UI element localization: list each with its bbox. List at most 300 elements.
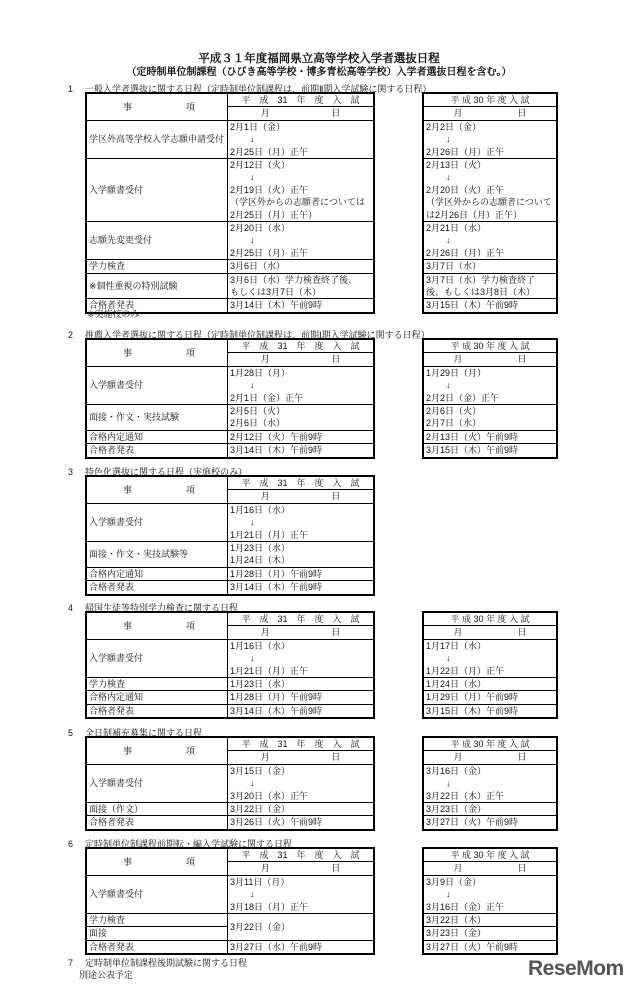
header-row	[86, 612, 374, 626]
date-cell	[423, 691, 557, 704]
item-cell: 入学願書受付	[86, 764, 228, 802]
table-row	[423, 639, 557, 677]
header-item-label: 項	[185, 745, 195, 756]
date-cell	[228, 639, 375, 677]
date-line: 2月20日（水）	[230, 222, 291, 233]
table-row	[423, 299, 557, 313]
date-line: 後、もしくは3月8日（木）	[426, 286, 536, 297]
header-row	[423, 626, 557, 639]
date-line: 1月16日（水）	[230, 504, 291, 515]
date-cell	[228, 913, 375, 940]
date-line: 3月7日（水）	[426, 261, 482, 272]
date-cell	[423, 404, 557, 430]
date-line: 3月27日（水）午前9時	[230, 941, 323, 952]
date-cell	[228, 704, 375, 718]
date-cell	[228, 404, 375, 430]
month-day-labels	[230, 490, 371, 502]
month-day-labels	[426, 353, 554, 365]
date-line: 1月24日（木）	[230, 555, 291, 566]
date-cell	[423, 940, 557, 954]
header-row	[86, 93, 374, 107]
schedule-table-h30	[422, 92, 558, 314]
date-line: は2月26日（月）正午）	[426, 209, 523, 220]
date-line: 3月14日（木）午前9時	[230, 705, 323, 716]
header-item-label: 事	[123, 620, 133, 631]
date-cell	[228, 158, 375, 221]
date-line: 2月6日（火）	[426, 405, 482, 416]
date-line: 2月2日（金）	[426, 121, 482, 132]
header-item-label: 項	[185, 620, 195, 631]
date-cell	[228, 430, 375, 443]
table-row	[423, 273, 557, 299]
table-row	[423, 927, 557, 940]
date-cell	[228, 581, 375, 595]
date-line: 2月26日（月）正午	[426, 247, 505, 258]
header-row	[86, 339, 374, 353]
month-day-labels	[426, 626, 554, 638]
day-label: 日	[331, 354, 341, 365]
date-line: 2月2日（金）正午	[426, 392, 500, 403]
date-cell	[228, 221, 375, 259]
month-day-header	[423, 862, 557, 875]
header-row	[86, 848, 374, 862]
date-line: 2月12日（火）午前9時	[230, 431, 323, 442]
date-line: 3月15日（金）	[230, 765, 291, 776]
table-row	[423, 404, 557, 430]
day-label: 日	[331, 752, 341, 763]
table-row	[423, 158, 557, 221]
date-line: 3月22日（金）	[230, 803, 291, 814]
date-cell	[228, 764, 375, 802]
arrow-down-icon: ↓	[446, 889, 451, 900]
date-cell	[228, 677, 375, 690]
arrow-down-icon: ↓	[250, 172, 255, 183]
date-cell	[423, 816, 557, 830]
table-row	[86, 260, 374, 273]
item-header	[89, 620, 225, 632]
item-cell: 入学願書受付	[86, 158, 228, 221]
resemom-logo: ReseMom	[528, 957, 624, 980]
month-label: 月	[260, 752, 270, 763]
date-line: 3月27日（火）午前9時	[426, 817, 519, 828]
schedule-table-h31	[85, 611, 375, 719]
table-row	[86, 875, 374, 913]
day-label: 日	[517, 627, 527, 638]
header-row	[86, 476, 374, 490]
item-cell: 合格者発表	[86, 816, 228, 830]
header-item-label: 項	[185, 101, 195, 112]
header-item-label: 事	[123, 745, 133, 756]
date-line: 2月6日（水）	[230, 418, 286, 429]
year-header: 平 成 30 年 度 入 試	[423, 737, 557, 751]
date-cell	[423, 366, 557, 404]
table-row	[86, 704, 374, 718]
section-number: 6	[68, 839, 74, 849]
header-item-label: 事	[123, 347, 133, 358]
date-line: 3月9日（金）	[426, 876, 482, 887]
schedule-table-h31	[85, 338, 375, 459]
item-cell: 学力検査	[86, 677, 228, 690]
schedule-table-h30	[422, 736, 558, 831]
arrow-down-icon: ↓	[446, 653, 451, 664]
month-label: 月	[260, 863, 270, 874]
date-cell	[423, 430, 557, 443]
schedule-table-h30	[422, 611, 558, 719]
item-cell: 面接（作文）	[86, 802, 228, 815]
month-day-header	[423, 751, 557, 764]
table-row	[86, 816, 374, 830]
year-header: 平 成 31 年 度 入 試	[228, 848, 375, 862]
date-line: 3月6日（水）	[230, 261, 286, 272]
date-line: 1月29日（月）午前9時	[426, 692, 519, 703]
date-cell	[423, 120, 557, 158]
item-cell: 面接・作文・実技試験	[86, 404, 228, 430]
date-line: 1月28日（月）午前9時	[230, 692, 323, 703]
date-line: 1月23日（水）	[230, 678, 291, 689]
header-row	[423, 93, 557, 107]
date-line: 3月16日（金）正午	[426, 901, 505, 912]
arrow-down-icon: ↓	[250, 134, 255, 145]
date-line: 2月13日（火）	[426, 159, 487, 170]
year-header: 平 成 30 年 度 入 試	[423, 339, 557, 353]
item-header	[89, 101, 225, 113]
year-header: 平 成 31 年 度 入 試	[228, 476, 375, 490]
date-cell	[228, 940, 375, 954]
schedule-table-h31	[85, 92, 375, 314]
month-label: 月	[453, 863, 463, 874]
date-line: 3月15日（木）午前9時	[426, 300, 519, 311]
item-header-cell	[86, 612, 228, 639]
section-heading-text: 全日制補充募集に関する日程	[85, 728, 203, 738]
date-line: 1月28日（月）午前9時	[230, 568, 323, 579]
date-line: 2月25日（月）正午）	[230, 209, 318, 220]
date-line: 1月21日（月）正午	[230, 529, 309, 540]
arrow-down-icon: ↓	[250, 517, 255, 528]
month-day-labels	[426, 751, 554, 763]
day-label: 日	[331, 863, 341, 874]
arrow-down-icon: ↓	[446, 380, 451, 391]
date-cell	[423, 764, 557, 802]
item-cell: 入学願書受付	[86, 503, 228, 541]
date-cell	[423, 913, 557, 926]
section-heading-text: 帰国生徒等特別学力検査に関する日程	[85, 603, 239, 613]
month-label: 月	[260, 491, 270, 502]
item-cell: 入学願書受付	[86, 639, 228, 677]
table-row	[423, 260, 557, 273]
schedule-table-h30	[422, 338, 558, 459]
table-row	[86, 581, 374, 595]
date-cell	[423, 639, 557, 677]
header-row	[423, 339, 557, 353]
date-line: 3月22日（金）	[230, 921, 291, 932]
date-cell	[228, 444, 375, 458]
date-cell	[228, 260, 375, 273]
year-header: 平 成 31 年 度 入 試	[228, 612, 375, 626]
item-cell: ※個性重視の特別試験	[86, 273, 228, 299]
date-cell	[228, 691, 375, 704]
arrow-down-icon: ↓	[250, 889, 255, 900]
schedule-table-h31	[85, 475, 375, 596]
date-line: 3月7日（水）学力検査終了	[426, 274, 536, 285]
item-cell: 学力検査	[86, 260, 228, 273]
date-line: 3月14日（木）午前9時	[230, 582, 323, 593]
table-row	[423, 120, 557, 158]
item-cell: 志願先変更受付	[86, 221, 228, 259]
table-row	[86, 120, 374, 158]
item-header	[89, 347, 225, 359]
date-cell	[423, 802, 557, 815]
month-day-header	[228, 490, 375, 503]
header-row	[423, 737, 557, 751]
table-row	[86, 541, 374, 567]
month-day-header	[228, 353, 375, 366]
month-day-header	[423, 626, 557, 639]
day-label: 日	[517, 752, 527, 763]
section-number: 7	[68, 958, 74, 968]
table-row	[86, 677, 374, 690]
table-row	[86, 221, 374, 259]
date-line: 2月19日（火）正午	[230, 184, 309, 195]
arrow-down-icon: ↓	[250, 235, 255, 246]
item-cell: 合格者発表	[86, 704, 228, 718]
table-note: ※実施校のみ	[87, 308, 140, 319]
item-cell: 合格者発表	[86, 299, 228, 313]
date-line: 3月26日（火）午前9時	[230, 817, 323, 828]
table-row	[86, 802, 374, 815]
section-heading-text: 定時制単位制課程前期転・編入学試験に関する日程	[85, 839, 293, 849]
table-row	[423, 913, 557, 926]
date-cell	[228, 816, 375, 830]
table-row	[86, 404, 374, 430]
item-header-cell	[86, 339, 228, 366]
table-row	[86, 158, 374, 221]
date-line: 1月28日（月）	[230, 367, 291, 378]
date-line: 2月5日（火）	[230, 405, 286, 416]
month-day-labels	[230, 107, 371, 119]
table-row	[423, 764, 557, 802]
table-row	[423, 221, 557, 259]
date-line: 3月11日（月）	[230, 876, 290, 887]
month-label: 月	[453, 627, 463, 638]
item-header-cell	[86, 93, 228, 120]
section-heading: 定時制単位制課程後期試験に関する日程	[85, 958, 248, 968]
table-row	[86, 639, 374, 677]
arrow-down-icon: ↓	[250, 653, 255, 664]
section-number: 2	[68, 330, 74, 340]
item-header-cell	[86, 848, 228, 875]
item-cell: 合格内定通知	[86, 691, 228, 704]
day-label: 日	[517, 354, 527, 365]
date-line: 1月21日（月）正午	[230, 665, 309, 676]
table-row	[86, 444, 374, 458]
schedule-table-h31	[85, 847, 375, 955]
header-item-label: 事	[123, 856, 133, 867]
item-cell: 面接	[86, 927, 228, 940]
month-day-header	[423, 353, 557, 366]
date-cell	[423, 273, 557, 299]
day-label: 日	[331, 627, 341, 638]
item-header	[89, 745, 225, 757]
date-line: 3月15日（木）午前9時	[426, 445, 519, 456]
table-row	[86, 913, 374, 926]
table-row	[86, 503, 374, 541]
date-line: 3月22日（木）	[426, 914, 487, 925]
document-subtitle: （定時制単位制課程（ひびき高等学校・博多青松高等学校）入学者選抜日程を含む。）	[126, 67, 512, 78]
month-label: 月	[260, 627, 270, 638]
date-cell	[228, 299, 375, 313]
table-row	[86, 764, 374, 802]
item-header	[89, 856, 225, 868]
date-line: 1月24日（水）	[426, 678, 487, 689]
item-cell: 入学願書受付	[86, 875, 228, 913]
date-line: 2月25日（月）正午	[230, 247, 309, 258]
item-cell: 合格者発表	[86, 940, 228, 954]
arrow-down-icon: ↓	[446, 778, 451, 789]
date-cell	[423, 158, 557, 221]
table-row	[86, 567, 374, 580]
arrow-down-icon: ↓	[446, 134, 451, 145]
header-row	[423, 612, 557, 626]
header-item-label: 事	[123, 101, 133, 112]
date-line: 2月13日（火）午前9時	[426, 431, 519, 442]
year-header: 平 成 31 年 度 入 試	[228, 93, 375, 107]
month-label: 月	[260, 108, 270, 119]
table-row	[423, 875, 557, 913]
month-day-header	[228, 862, 375, 875]
date-line: もしくは3月7日（木）	[230, 286, 322, 297]
schedule-table-h30	[422, 847, 558, 955]
section-body: 別途公表予定	[79, 970, 134, 980]
day-label: 日	[331, 108, 341, 119]
table-row	[423, 366, 557, 404]
section-number: 5	[68, 728, 74, 738]
date-line: 1月16日（水）	[230, 640, 291, 651]
date-cell	[228, 875, 375, 913]
date-line: 2月20日（火）正午	[426, 184, 505, 195]
table-row	[423, 430, 557, 443]
table-row	[423, 691, 557, 704]
month-day-labels	[426, 862, 554, 874]
day-label: 日	[517, 108, 527, 119]
month-day-header	[228, 751, 375, 764]
date-cell	[228, 503, 375, 541]
document-title: 平成３１年度福岡県立高等学校入学者選抜日程	[198, 53, 440, 65]
table-row	[86, 691, 374, 704]
section-number: 4	[68, 603, 74, 613]
item-cell: 合格内定通知	[86, 430, 228, 443]
month-label: 月	[453, 752, 463, 763]
month-day-header	[423, 107, 557, 120]
item-cell: 面接・作文・実技試験等	[86, 541, 228, 567]
date-cell	[423, 444, 557, 458]
section-7	[68, 957, 247, 981]
year-header: 平 成 30 年 度 入 試	[423, 93, 557, 107]
date-line: 1月17日（水）	[426, 640, 487, 651]
header-item-label: 項	[185, 856, 195, 867]
date-line: 3月14日（木）午前9時	[230, 445, 323, 456]
date-cell	[423, 299, 557, 313]
month-day-labels	[230, 862, 371, 874]
date-line: 3月15日（木）午前9時	[426, 705, 519, 716]
date-line: 1月29日（月）	[426, 367, 487, 378]
year-header: 平 成 30 年 度 入 試	[423, 612, 557, 626]
table-row	[423, 677, 557, 690]
header-row	[423, 751, 557, 764]
item-cell: 入学願書受付	[86, 366, 228, 404]
date-line: 2月7日（水）	[426, 418, 482, 429]
arrow-down-icon: ↓	[446, 235, 451, 246]
date-line: （学区外からの志願者について	[426, 197, 552, 208]
item-header	[89, 484, 225, 496]
table-row	[423, 816, 557, 830]
table-row	[423, 940, 557, 954]
section-number: 1	[68, 84, 74, 94]
month-label: 月	[453, 354, 463, 365]
item-cell: 合格内定通知	[86, 567, 228, 580]
date-cell	[423, 677, 557, 690]
header-row	[423, 848, 557, 862]
section-heading-text: 一般入学者選抜に関する日程（定時制単位制課程は、前期Ⅱ期入学試験に関する日程）	[85, 84, 432, 94]
date-cell	[228, 366, 375, 404]
header-row	[86, 737, 374, 751]
table-row	[86, 430, 374, 443]
section-heading-text: 特色化選抜に関する日程（実施校のみ）	[85, 467, 248, 477]
year-header: 平 成 31 年 度 入 試	[228, 339, 375, 353]
header-row	[423, 107, 557, 120]
month-day-labels	[426, 107, 554, 119]
date-line: 3月6日（水）学力検査終了後、	[230, 274, 358, 285]
date-line: 2月21日（水）	[426, 222, 487, 233]
year-header: 平 成 30 年 度 入 試	[423, 848, 557, 862]
item-cell: 学区外高等学校入学志願申請受付	[86, 120, 228, 158]
date-cell	[228, 567, 375, 580]
header-item-label: 項	[185, 347, 195, 358]
date-line: 3月23日（金）	[426, 928, 487, 939]
table-row	[86, 940, 374, 954]
date-line: 2月12日（火）	[230, 159, 291, 170]
date-line: 2月26日（月）正午	[426, 146, 505, 157]
date-line: 2月1日（金）正午	[230, 392, 304, 403]
table-row	[423, 802, 557, 815]
date-line: 3月23日（金）	[426, 803, 487, 814]
date-line: 3月18日（月）正午	[230, 901, 309, 912]
date-cell	[423, 704, 557, 718]
item-cell: 合格者発表	[86, 581, 228, 595]
item-cell: 学力検査	[86, 913, 228, 926]
month-day-header	[228, 626, 375, 639]
month-day-labels	[230, 353, 371, 365]
date-cell	[228, 802, 375, 815]
date-line: 3月16日（金）	[426, 765, 487, 776]
section-number: 3	[68, 467, 74, 477]
date-cell	[228, 120, 375, 158]
date-line: 3月20日（水）正午	[230, 790, 309, 801]
header-item-label: 項	[185, 484, 195, 495]
date-line: 1月23日（水）	[230, 542, 291, 553]
month-day-labels	[230, 626, 371, 638]
date-line: （学区外からの志願者については	[230, 197, 365, 208]
schedule-table-h31	[85, 736, 375, 831]
month-label: 月	[260, 354, 270, 365]
month-day-labels	[230, 751, 371, 763]
date-cell	[423, 875, 557, 913]
date-line: 1月22日（月）正午	[426, 665, 505, 676]
month-day-header	[228, 107, 375, 120]
year-header: 平 成 31 年 度 入 試	[228, 737, 375, 751]
arrow-down-icon: ↓	[250, 778, 255, 789]
date-line: 3月27日（火）午前9時	[426, 941, 519, 952]
date-cell	[423, 221, 557, 259]
